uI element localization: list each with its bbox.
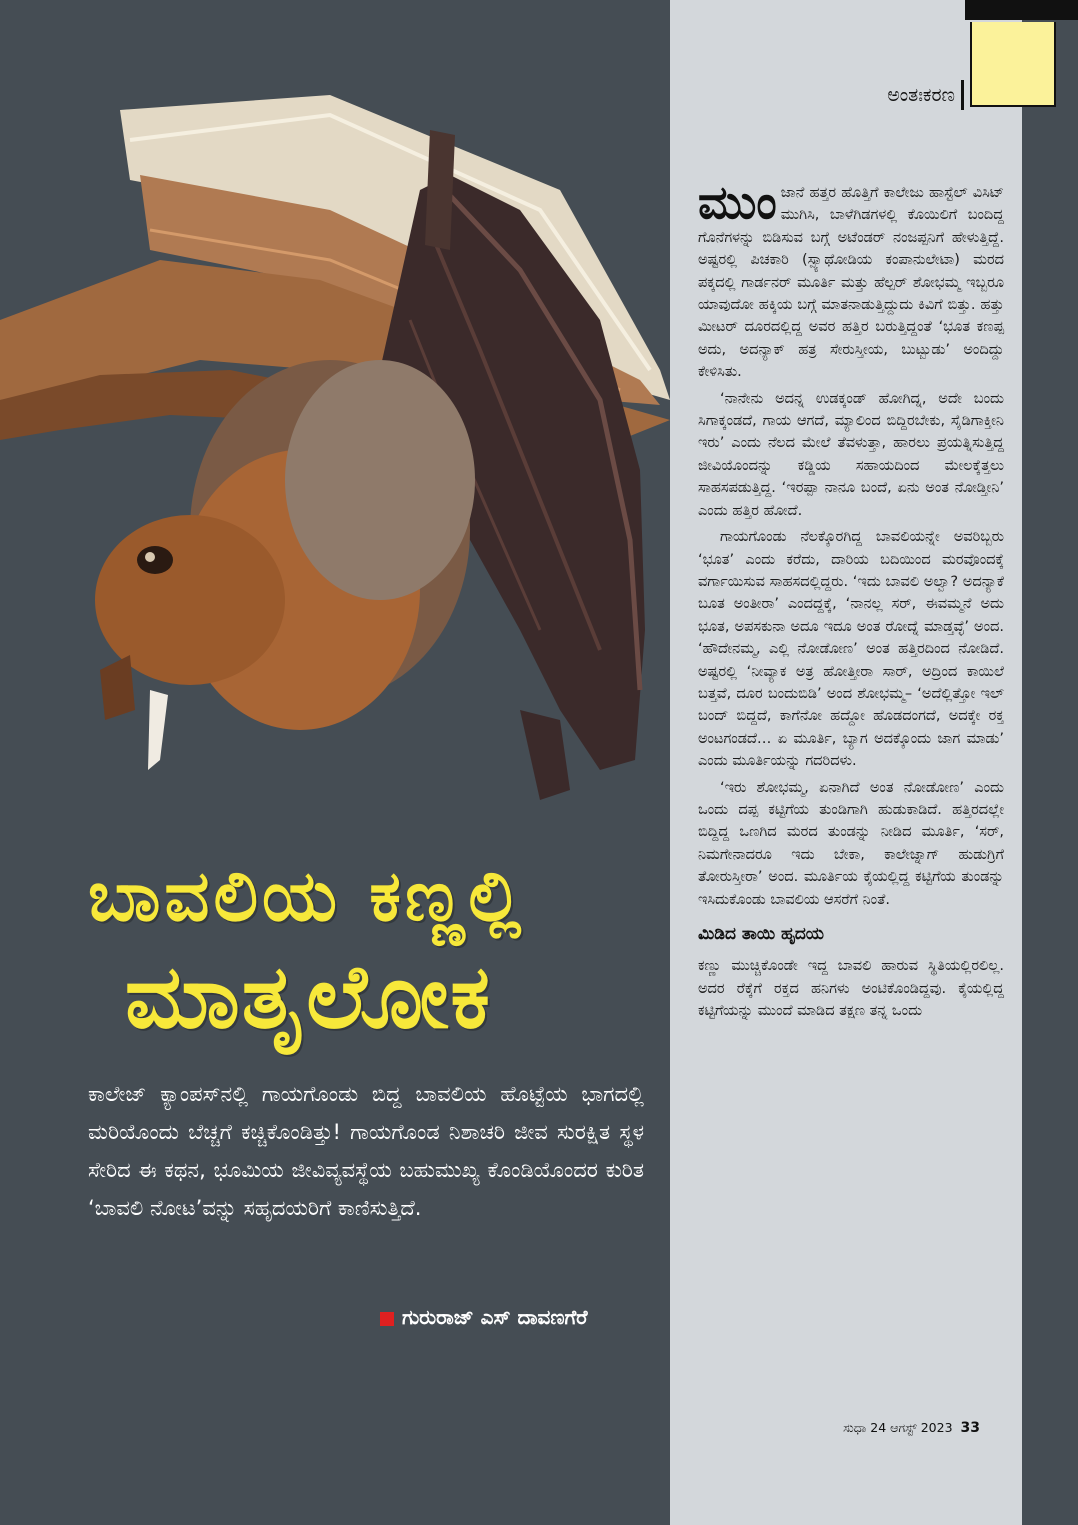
section-tab bbox=[970, 22, 1056, 107]
section-label: ಅಂತಃಕರಣ bbox=[840, 80, 964, 110]
standfirst: ಕಾಲೇಜ್ ಕ್ಯಾಂಪಸ್‌ನಲ್ಲಿ ಗಾಯಗೊಂಡು ಬಿದ್ದ ಬಾವಲಿಯ ಹೊಟ್ಟೆಯ ಭಾಗದಲ್ಲಿ ಮರಿಯೊಂದು ಬೆಚ್ಚಗೆ ಕಚ್ಚಿಕೊಂಡಿತ್ತು! ಗಾಯಗೊಂಡ ನಿಶಾಚರಿ ಜೀವ ಸುರಕ್ಷಿತ ಸ್ಥಳ ಸೇರಿದ ಈ ಕಥನ, ಭೂಮಿಯ ಜೀವಿವ್ಯವಸ್ಥೆಯ ಬಹುಮುಖ್ಯ ಕೊಂಡಿಯೊಂದರ ಕುರಿತ ‘ಬಾವಲಿ ನೋಟ’ವನ್ನು ಸಹೃದಯರಿಗೆ ಕಾಣಿಸುತ್ತಿದೆ. bbox=[88, 1082, 644, 1220]
paragraph-text: ಜಾನೆ ಹತ್ತರ ಹೊತ್ತಿಗೆ ಕಾಲೇಜು ಹಾಸ್ಟೆಲ್ ವಿಸಿಟ್ ಮುಗಿಸಿ, ಬಾಳೆಗಿಡಗಳಲ್ಲಿ ಕೊಯಿಲಿಗೆ ಬಂದಿದ್ದ ಗೊನೆಗಳನ್ನು ಬಿಡಿಸುವ ಬಗ್ಗೆ ಅಟೆಂಡರ್ ನಂಜಪ್ಪನಿಗೆ ಹೇಳುತ್ತಿದ್ದೆ. ಅಷ್ಟರಲ್ಲಿ ಪಿಚಕಾರಿ (ಸ್ಪ್ಯಾಥೋಡಿಯ ಕಂಪಾನುಲೇಟಾ) ಮರದ ಪಕ್ಕದಲ್ಲಿ ಗಾರ್ಡನರ್ ಮೂರ್ತಿ ಮತ್ತು ಹೆಲ್ಪರ್ ಶೋಭಮ್ಮ ಇಬ್ಬರೂ ಯಾವುದೋ ಹಕ್ಕಿಯ ಬಗ್ಗೆ ಮಾತನಾಡುತ್ತಿದ್ದುದು ಕಿವಿಗೆ ಬಿತ್ತು. ಹತ್ತು ಮೀಟರ್ ದೂರದಲ್ಲಿದ್ದ ಅವರ ಹತ್ತಿರ ಬರುತ್ತಿದ್ದಂತೆ ‘ಭೂತ ಕಣಪ್ಪ ಅದು, ಅದನ್ಯಾಕ್ ಹತ್ರ ಸೇರುಸ್ತೀಯ, ಬುಟ್ಬುಡು’ ಅಂದಿದ್ದು ಕೇಳಿಸಿತು. bbox=[698, 185, 1004, 381]
byline bbox=[380, 1305, 650, 1329]
author-name: ಗುರುರಾಜ್ ಎಸ್ ದಾವಣಗೆರೆ bbox=[402, 1305, 588, 1329]
article-paragraph: ಗಾಯಗೊಂಡು ನೆಲಕ್ಕೊರಗಿದ್ದ ಬಾವಲಿಯನ್ನೇ ಅವರಿಬ್ಬರು ‘ಭೂತ’ ಎಂದು ಕರೆದು, ದಾರಿಯ ಬದಿಯಿಂದ ಮರವೊಂದಕ್ಕೆ ವರ್ಗಾಯಿಸುವ ಸಾಹಸದಲ್ಲಿದ್ದರು. ‘ಇದು ಬಾವಲಿ ಅಲ್ವಾ? ಅದನ್ಯಾಕೆ ಬೂತ ಅಂತೀರಾ’ ಎಂದದ್ದಕ್ಕೆ, ‘ನಾನಲ್ಲ ಸರ್, ಈವಮ್ಮನೆ ಅದು ಭೂತ, ಅಪಸಕುನಾ ಅದೂ ಇದೂ ಅಂತ ರೋದ್ನೆ ಮಾಡ್ತವ್ಳೆ’ ಅಂದ. ‘ಹೌದೇನಮ್ಮ, ಎಲ್ಲಿ ನೋಡೋಣ’ ಅಂತ ಹತ್ತಿರದಿಂದ ನೋಡಿದೆ. ಅಷ್ಟರಲ್ಲಿ ‘ನೀವ್ಯಾಕ ಅತ್ರ ಹೋತ್ತೀರಾ ಸಾರ್, ಅದ್ರಿಂದ ಕಾಯಿಲೆ ಬತ್ತವೆ, ದೂರ ಬಂದುಬಿಡಿ’ ಅಂದ ಶೋಭಮ್ಮ– ‘ಅದೆಲ್ಲಿತ್ತೋ ಇಲ್ ಬಂದ್ ಬಿದ್ದದೆ, ಕಾಗೆನೋ ಹದ್ದೋ ಹೊಡದಂಗದೆ, ಅದಕ್ಕೇ ರಕ್ತ ಅಂಟಗಂಡದೆ… ಏ ಮೂರ್ತಿ, ಬ್ಯಾಗ ಅದಕ್ಕೊಂದು ಜಾಗ ಮಾಡು’ ಎಂದು ಮೂರ್ತಿಯನ್ನು ಗದರಿದಳು. bbox=[698, 529, 1004, 770]
right-margin-strip bbox=[1022, 0, 1078, 1525]
issue-date: 24 ಆಗಸ್ಟ್ 2023 bbox=[870, 1420, 953, 1435]
article-body bbox=[698, 175, 1004, 1027]
article-paragraph: ಕಣ್ಣು ಮುಚ್ಚಿಕೊಂಡೇ ಇದ್ದ ಬಾವಲಿ ಹಾರುವ ಸ್ಥಿತಿಯಲ್ಲಿರಲಿಲ್ಲ. ಅದರ ರೆಕ್ಕೆಗೆ ರಕ್ತದ ಹನಿಗಳು ಅಂಟಿಕೊಂಡಿದ್ದವು. ಕೈಯಲ್ಲಿದ್ದ ಕಟ್ಟಿಗೆಯನ್ನು ಮುಂದೆ ಮಾಡಿದ ತಕ್ಷಣ ತನ್ನ ಒಂದು bbox=[698, 958, 1004, 1020]
top-corner-bar bbox=[965, 0, 1078, 20]
headline-line-1: ಬಾವಲಿಯ ಕಣ್ಣಲ್ಲಿ bbox=[88, 855, 526, 937]
bat-body-shape bbox=[95, 360, 475, 770]
headline-line-2: ಮಾತೃಲೋಕ bbox=[125, 945, 492, 1048]
article-paragraph: ‘ಇರು ಶೋಭಮ್ಮ, ಏನಾಗಿದೆ ಅಂತ ನೋಡೋಣ’ ಎಂದು ಒಂದು ದಪ್ಪ ಕಟ್ಟಿಗೆಯ ತುಂಡಿಗಾಗಿ ಹುಡುಕಾಡಿದೆ. ಹತ್ತಿರದಲ್ಲೇ ಬಿದ್ದಿದ್ದ ಒಣಗಿದ ಮರದ ತುಂಡನ್ನು ನೀಡಿದ ಮೂರ್ತಿ, ‘ಸರ್, ನಿಮಗೇನಾದರೂ ಇದು ಬೇಕಾ, ಕಾಲೇಜ್ನಾಗ್ ಹುಡುಗ್ರಿಗೆ ತೋರುಸ್ತೀರಾ’ ಅಂದ. ಮೂರ್ತಿಯ ಕೈಯಲ್ಲಿದ್ದ ಕಟ್ಟಿಗೆಯ ತುಂಡನ್ನು ಇಸಿದುಕೊಂಡು ಬಾವಲಿಯ ಆಸರೆಗೆ ನಿಂತೆ. bbox=[698, 779, 1004, 908]
article-paragraph bbox=[698, 175, 1004, 384]
byline-marker-icon bbox=[380, 1312, 394, 1326]
page-number: 33 bbox=[960, 1420, 980, 1436]
drop-cap: ಮುಂ bbox=[698, 175, 777, 229]
page-footer bbox=[840, 1420, 980, 1436]
bat-illustration bbox=[0, 70, 670, 830]
subheading: ಮಿಡಿದ ತಾಯಿ ಹೃದಯ bbox=[698, 924, 825, 944]
magazine-name: ಸುಧಾ bbox=[843, 1420, 867, 1435]
article-paragraph: ‘ನಾನೇನು ಅದನ್ನ ಉಡಕ್ಕಂಡ್ ಹೋಗಿದ್ನ, ಅದೇ ಬಂದು ಸಿಗಾಕ್ಕಂಡದೆ, ಗಾಯ ಆಗದೆ, ಮ್ಯಾಲಿಂದ ಬಿದ್ದಿರಬೇಕು, ಸೈಡಿಗಾಕ್ತೀನಿ ಇರು’ ಎಂದು ನೆಲದ ಮೇಲೆ ತೆವಳುತ್ತಾ, ಹಾರಲು ಪ್ರಯತ್ನಿಸುತ್ತಿದ್ದ ಜೀವಿಯೊಂದನ್ನು ಕಡ್ಡಿಯ ಸಹಾಯದಿಂದ ಮೇಲಕ್ಕೆತ್ತಲು ಸಾಹಸಪಡುತ್ತಿದ್ದ. ‘ಇರಪ್ಪಾ ನಾನೂ ಬಂದೆ, ಏನು ಅಂತ ನೋಡ್ತೀನಿ’ ಎಂದು ಹತ್ತಿರ ಹೋದೆ. bbox=[698, 390, 1004, 519]
